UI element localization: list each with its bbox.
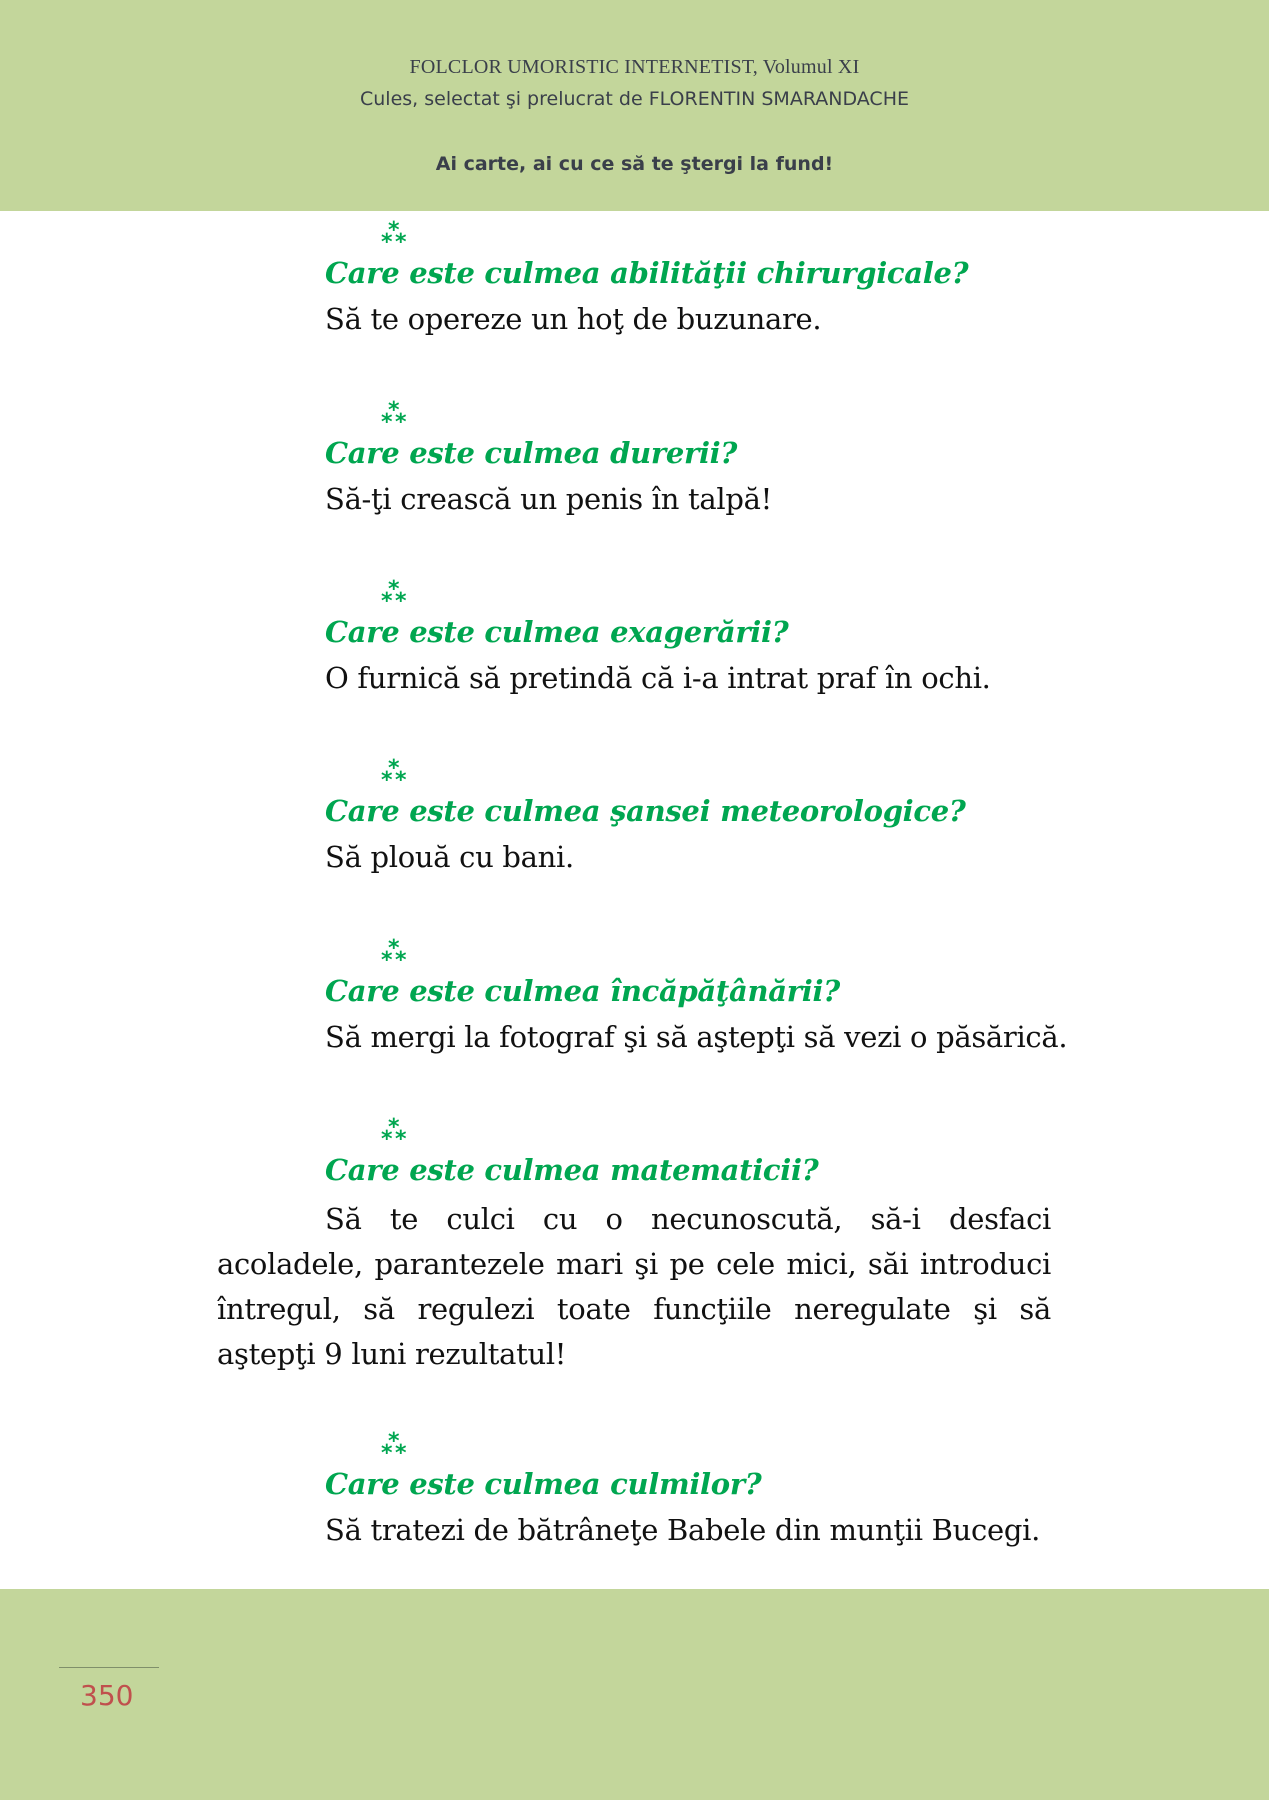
joke-answer: Să mergi la fotograf şi să aştepţi să vezi o păsărică. bbox=[325, 1020, 1068, 1054]
joke-question: Care este culmea încăpăţânării? bbox=[325, 974, 840, 1008]
joke-question: Care este culmea abilităţii chirurgicale? bbox=[325, 256, 969, 290]
asterism-icon: * * * bbox=[381, 398, 407, 435]
joke-answer: Să-ţi crească un penis în talpă! bbox=[325, 482, 772, 516]
asterism-icon: * * * bbox=[381, 218, 407, 255]
book-motto: Ai carte, ai cu ce să te ştergi la fund! bbox=[435, 153, 834, 175]
book-title: FOLCLOR UMORISTIC INTERNETIST, Volumul XI bbox=[409, 56, 860, 78]
asterism-icon: * * * bbox=[381, 756, 407, 793]
page-number: 350 bbox=[80, 1679, 134, 1712]
joke-answer: Să tratezi de bătrâneţe Babele din munţii Bucegi. bbox=[325, 1513, 1040, 1547]
page-header bbox=[0, 0, 1269, 211]
asterism-icon: * * * bbox=[381, 1429, 407, 1466]
joke-answer: Să te opereze un hoţ de buzunare. bbox=[325, 302, 822, 336]
page-content bbox=[0, 211, 1269, 1589]
joke-question: Care este culmea durerii? bbox=[325, 436, 738, 470]
joke-answer: Să plouă cu bani. bbox=[325, 840, 574, 874]
asterism-icon: * * * bbox=[381, 1115, 407, 1152]
joke-answer: O furnică să pretindă că i-a intrat praf în ochi. bbox=[325, 661, 991, 695]
joke-question: Care este culmea şansei meteorologice? bbox=[325, 794, 966, 828]
asterism-icon: * * * bbox=[381, 577, 407, 614]
book-subtitle: Cules, selectat şi prelucrat de FLORENTIN SMARANDACHE bbox=[360, 88, 909, 110]
page-footer bbox=[0, 1589, 1269, 1800]
joke-question: Care este culmea exagerării? bbox=[325, 615, 789, 649]
joke-answer: Să te culci cu o necunoscută, să-i desfaci acoladele, parantezele mari şi pe cele mici, săi introduci întregul, să regulezi toate funcţiile neregulate şi să aştepţi 9 luni rezultatul! bbox=[217, 1202, 1051, 1371]
joke-question: Care este culmea matematicii? bbox=[325, 1153, 819, 1187]
footer-divider bbox=[59, 1667, 159, 1668]
asterism-icon: * * * bbox=[381, 936, 407, 973]
joke-question: Care este culmea culmilor? bbox=[325, 1467, 762, 1501]
